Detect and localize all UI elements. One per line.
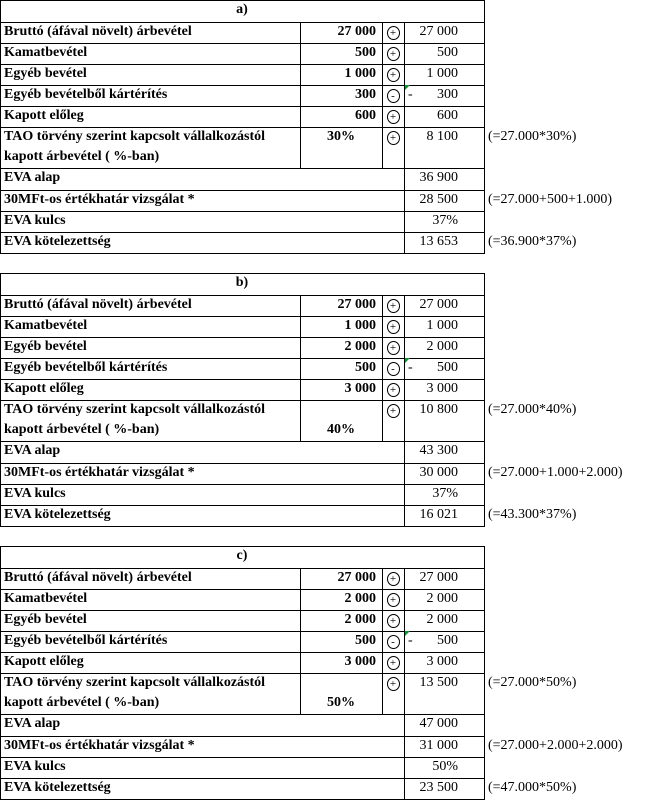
tao-formula-note: (=27.000*40%) [488, 402, 577, 417]
summary-label: EVA kulcs [4, 759, 66, 774]
row-label: Egyéb bevételből kártérítés [4, 87, 168, 102]
row-result-value [404, 568, 484, 589]
summary-value: 31 000 [419, 738, 458, 753]
summary-label: EVA alap [4, 716, 61, 731]
row-result-value [404, 589, 484, 610]
row-sign [382, 589, 404, 610]
minus-dash: - [408, 633, 413, 648]
row-input-value[interactable]: 2 000 [344, 591, 376, 606]
minus-icon: - [387, 635, 400, 649]
summary-label: EVA alap [4, 170, 61, 185]
row-result-text: 500 [437, 45, 458, 60]
summary-label: EVA kötelezettség [4, 507, 111, 522]
row-result-value [404, 43, 484, 64]
row-input-value[interactable]: 27 000 [337, 570, 376, 585]
section-a [0, 0, 648, 253]
row-result-value [404, 295, 484, 316]
section-title: b) [235, 275, 249, 290]
plus-icon: + [387, 677, 400, 691]
row-sign [382, 652, 404, 673]
row-label: Kamatbevétel [4, 318, 88, 333]
row-label: Egyéb bevételből kártérítés [4, 360, 168, 375]
row-result-value [404, 358, 484, 379]
row-input-value[interactable]: 500 [355, 360, 376, 375]
row-label: Bruttó (áfával növelt) árbevétel [4, 24, 192, 39]
summary-label: 30MFt-os értékhatár vizsgálat * [4, 465, 195, 480]
tao-label-line1: TAO törvény szerint kapcsolt vállalkozástól [4, 675, 266, 690]
summary-value: 28 500 [419, 192, 458, 207]
tao-label-line1: TAO törvény szerint kapcsolt vállalkozástól [4, 402, 266, 417]
row-input-value[interactable]: 27 000 [337, 24, 376, 39]
plus-icon: + [387, 47, 400, 61]
plus-icon: + [387, 299, 400, 313]
row-sign [382, 106, 404, 127]
row-sign [382, 379, 404, 400]
plus-icon: + [387, 68, 400, 82]
plus-icon: + [387, 26, 400, 40]
row-result-value [404, 85, 484, 106]
summary-formula-note [484, 757, 648, 778]
row-input-value[interactable]: 2 000 [344, 612, 376, 627]
plus-icon: + [387, 572, 400, 586]
minus-dash: - [408, 360, 413, 375]
plus-icon: + [387, 593, 400, 607]
minus-icon: - [387, 362, 400, 376]
row-input-value[interactable]: 500 [355, 633, 376, 648]
row-sign [382, 22, 404, 43]
tao-value: 13 500 [419, 675, 458, 690]
row-result-value [404, 337, 484, 358]
row-result-text: 500 [437, 360, 458, 375]
row-input-value[interactable]: 600 [355, 108, 376, 123]
plus-icon: + [387, 320, 400, 334]
tao-label-line2: kapott árbevétel ( %-ban) [4, 422, 160, 437]
plus-icon: + [387, 404, 400, 418]
row-result-text: 600 [437, 108, 458, 123]
row-sign [382, 358, 404, 379]
row-result-value [404, 652, 484, 673]
tao-value: 10 800 [419, 402, 458, 417]
row-result-text: 300 [437, 87, 458, 102]
plus-icon: + [387, 341, 400, 355]
row-result-value [404, 631, 484, 652]
summary-label: EVA alap [4, 443, 61, 458]
tao-label-line2: kapott árbevétel ( %-ban) [4, 695, 160, 710]
summary-formula-note [484, 168, 648, 189]
row-result-text: 2 000 [426, 612, 458, 627]
tao-label-line2: kapott árbevétel ( %-ban) [4, 149, 160, 164]
row-result-text: 27 000 [419, 24, 458, 39]
row-result-value [404, 106, 484, 127]
row-sign [382, 295, 404, 316]
row-result-value [404, 22, 484, 43]
row-result-text: 2 000 [426, 339, 458, 354]
row-label: Kapott előleg [4, 654, 84, 669]
row-sign [382, 337, 404, 358]
summary-formula-note: (=47.000*50%) [488, 780, 577, 795]
tao-sign [382, 673, 404, 694]
tao-formula-note: (=27.000*30%) [488, 129, 577, 144]
plus-icon: + [387, 131, 400, 145]
summary-label: EVA kötelezettség [4, 780, 111, 795]
row-sign [382, 610, 404, 631]
row-input-value[interactable]: 1 000 [344, 66, 376, 81]
row-input-value[interactable]: 27 000 [337, 297, 376, 312]
row-result-value [404, 610, 484, 631]
tao-value: 8 100 [426, 129, 458, 144]
plus-icon: + [387, 383, 400, 397]
plus-icon: + [387, 656, 400, 670]
row-label: Kamatbevétel [4, 45, 88, 60]
minus-icon: - [387, 89, 400, 103]
row-input-value[interactable]: 3 000 [344, 654, 376, 669]
row-label: Bruttó (áfával növelt) árbevétel [4, 570, 192, 585]
row-result-text: 2 000 [426, 591, 458, 606]
summary-formula-note [484, 211, 648, 232]
row-result-value [404, 316, 484, 337]
row-sign [382, 64, 404, 85]
row-label: Kapott előleg [4, 381, 84, 396]
row-result-text: 3 000 [426, 654, 458, 669]
row-label: Egyéb bevételből kártérítés [4, 633, 168, 648]
summary-value: 37% [432, 486, 458, 501]
summary-formula-note: (=27.000+2.000+2.000) [488, 738, 623, 753]
row-result-text: 1 000 [426, 318, 458, 333]
summary-value: 43 300 [419, 443, 458, 458]
summary-formula-note: (=27.000+500+1.000) [488, 192, 613, 207]
row-label: Egyéb bevétel [4, 339, 87, 354]
summary-value: 30 000 [419, 465, 458, 480]
summary-value: 16 021 [419, 507, 458, 522]
row-result-text: 500 [437, 633, 458, 648]
summary-value: 47 000 [419, 716, 458, 731]
minus-dash: - [408, 87, 413, 102]
summary-value: 36 900 [419, 170, 458, 185]
summary-value: 37% [432, 213, 458, 228]
section-title: a) [236, 2, 248, 17]
summary-formula-note [484, 484, 648, 505]
row-label: Kamatbevétel [4, 591, 88, 606]
row-sign [382, 631, 404, 652]
row-sign [382, 316, 404, 337]
summary-formula-note: (=27.000+1.000+2.000) [488, 465, 623, 480]
summary-value: 50% [432, 759, 458, 774]
row-result-text: 3 000 [426, 381, 458, 396]
row-label: Egyéb bevétel [4, 612, 87, 627]
summary-label: EVA kulcs [4, 486, 66, 501]
row-input-value[interactable]: 3 000 [344, 381, 376, 396]
tao-sign [382, 127, 404, 148]
summary-formula-note: (=36.900*37%) [488, 234, 577, 249]
row-input-value[interactable]: 500 [355, 45, 376, 60]
row-sign [382, 85, 404, 106]
summary-value: 23 500 [419, 780, 458, 795]
tao-percent[interactable]: 40% [327, 422, 355, 437]
row-label: Bruttó (áfával növelt) árbevétel [4, 297, 192, 312]
row-result-text: 27 000 [419, 570, 458, 585]
section-c [0, 546, 648, 799]
row-input-value[interactable]: 300 [355, 87, 376, 102]
row-result-text: 1 000 [426, 66, 458, 81]
row-sign [382, 568, 404, 589]
section-b [0, 273, 648, 526]
plus-icon: + [387, 614, 400, 628]
summary-label: EVA kulcs [4, 213, 66, 228]
row-input-value[interactable]: 1 000 [344, 318, 376, 333]
row-label: Kapott előleg [4, 108, 84, 123]
row-sign [382, 43, 404, 64]
tao-percent[interactable]: 50% [327, 695, 355, 710]
plus-icon: + [387, 110, 400, 124]
summary-label: 30MFt-os értékhatár vizsgálat * [4, 192, 195, 207]
row-result-text: 27 000 [419, 297, 458, 312]
summary-formula-note [484, 441, 648, 462]
summary-label: 30MFt-os értékhatár vizsgálat * [4, 738, 195, 753]
summary-formula-note [484, 714, 648, 735]
row-label: Egyéb bevétel [4, 66, 87, 81]
summary-value: 13 653 [419, 234, 458, 249]
tao-percent[interactable]: 30% [327, 129, 355, 144]
summary-formula-note: (=43.300*37%) [488, 507, 577, 522]
tao-sign [382, 400, 404, 421]
summary-label: EVA kötelezettség [4, 234, 111, 249]
row-result-value [404, 64, 484, 85]
tao-label-line1: TAO törvény szerint kapcsolt vállalkozástól [4, 129, 266, 144]
row-input-value[interactable]: 2 000 [344, 339, 376, 354]
tao-formula-note: (=27.000*50%) [488, 675, 577, 690]
row-result-value [404, 379, 484, 400]
section-title: c) [236, 548, 248, 563]
